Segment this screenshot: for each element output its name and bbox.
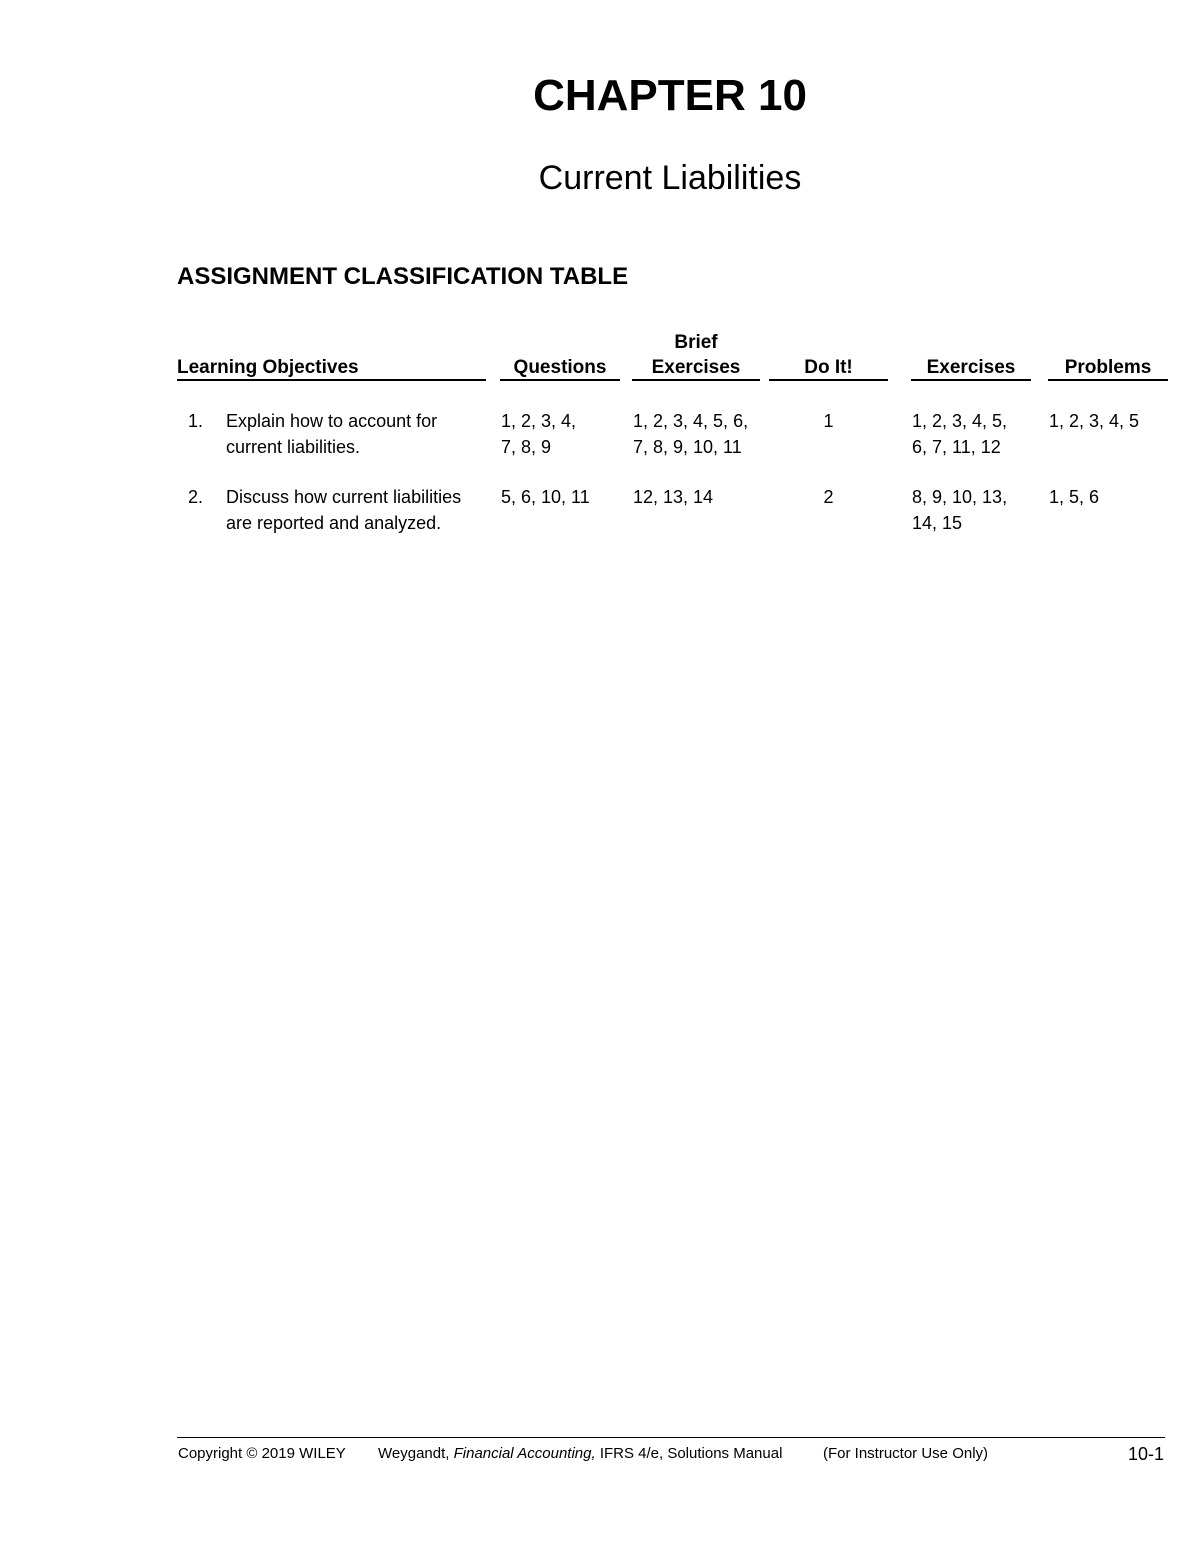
footer-copyright: Copyright © 2019 WILEY [178, 1445, 346, 1462]
column-header-learning-objectives: Learning Objectives [177, 357, 359, 378]
column-header-questions: Questions [513, 357, 607, 378]
column-header-brief: Brief [674, 332, 718, 353]
footer-edition: IFRS 4/e, Solutions Manual [599, 1445, 783, 1462]
section-title: ASSIGNMENT CLASSIFICATION TABLE [177, 263, 629, 290]
objective-number: 1. [188, 411, 204, 431]
header-underline [1048, 379, 1168, 381]
footer-note: (For Instructor Use Only) [823, 1445, 989, 1462]
header-underline [500, 379, 620, 381]
footer-book-title: Financial Accounting, [453, 1445, 596, 1462]
exercises-cell: 1, 2, 3, 4, 5, 6, 7, 11, 12 [912, 411, 1008, 457]
page-number: 10-1 [1127, 1444, 1164, 1464]
header-underline [911, 379, 1031, 381]
column-header-brief-exercises: Exercises [651, 357, 741, 378]
footer-author: Weygandt, [378, 1445, 450, 1462]
column-header-exercises: Exercises [926, 357, 1016, 378]
header-underline [177, 379, 486, 381]
column-header-do-it: Do It! [804, 357, 853, 378]
header-underline [632, 379, 760, 381]
footer-rule [177, 1437, 1165, 1438]
header-underline [769, 379, 888, 381]
objective-text: Discuss how current liabilities are reported and analyzed. [226, 487, 462, 533]
footer-citation [378, 1444, 782, 1464]
brief-exercises-cell: 12, 13, 14 [633, 487, 714, 507]
problems-cell: 1, 5, 6 [1049, 487, 1100, 507]
column-header-problems: Problems [1064, 357, 1152, 378]
do-it-cell: 1 [823, 411, 834, 431]
questions-cell: 5, 6, 10, 11 [501, 487, 590, 507]
exercises-cell: 8, 9, 10, 13, 14, 15 [912, 487, 1008, 533]
objective-text: Explain how to account for current liabilities. [226, 411, 438, 457]
chapter-title: CHAPTER 10 [533, 71, 807, 120]
do-it-cell: 2 [823, 487, 834, 507]
objective-number: 2. [188, 487, 204, 507]
chapter-subtitle: Current Liabilities [538, 159, 802, 197]
brief-exercises-cell: 1, 2, 3, 4, 5, 6, 7, 8, 9, 10, 11 [633, 411, 749, 457]
questions-cell: 1, 2, 3, 4, 7, 8, 9 [501, 411, 577, 457]
problems-cell: 1, 2, 3, 4, 5 [1049, 411, 1140, 431]
